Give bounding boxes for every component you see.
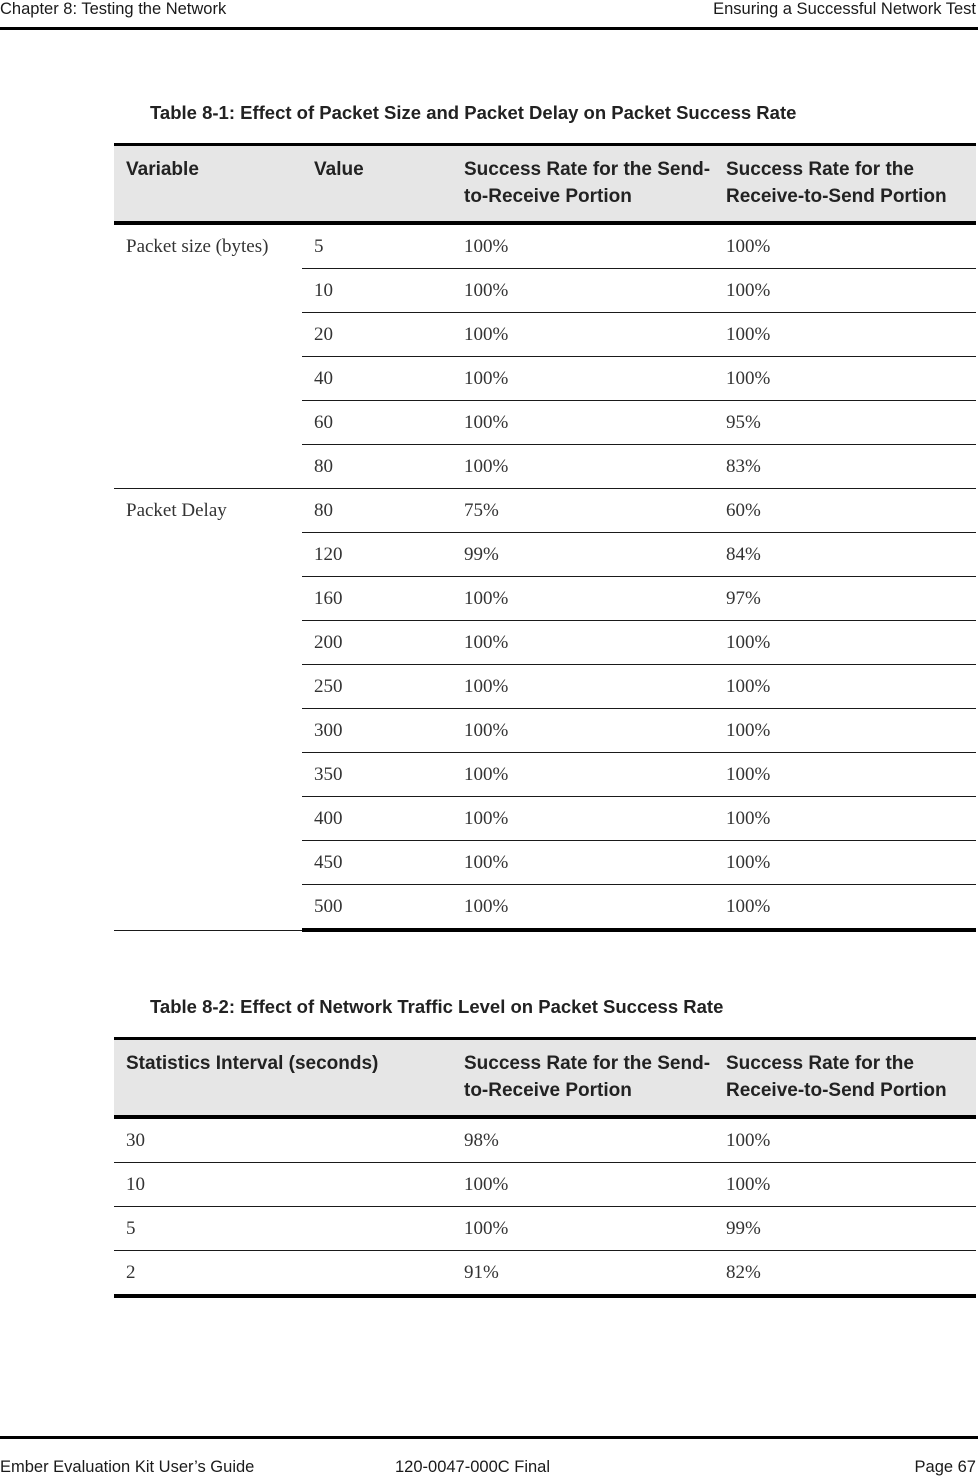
cell-receive-to-send: 100% <box>714 313 976 357</box>
cell-value: 350 <box>302 753 452 797</box>
cell-variable: Packet Delay <box>126 500 227 521</box>
cell-receive-to-send: 100% <box>714 841 976 885</box>
table-row <box>114 709 976 753</box>
cell-value: 10 <box>302 269 452 313</box>
cell-variable <box>114 885 302 931</box>
table-row <box>114 533 976 577</box>
cell-send-to-receive: 100% <box>452 621 714 665</box>
cell-receive-to-send: 95% <box>714 401 976 445</box>
cell-value: 450 <box>302 841 452 885</box>
table-packet-size-delay <box>114 143 976 932</box>
cell-value: 80 <box>302 489 452 533</box>
cell-variable <box>114 709 302 753</box>
cell-variable <box>114 665 302 709</box>
table-row <box>114 1163 976 1207</box>
table-row <box>114 621 976 665</box>
page-header <box>0 0 978 30</box>
cell-receive-to-send: 97% <box>714 577 976 621</box>
cell-variable <box>114 357 302 401</box>
cell-receive-to-send: 100% <box>714 885 976 931</box>
cell-send-to-receive: 100% <box>452 269 714 313</box>
cell-statistics-interval: 2 <box>114 1251 452 1297</box>
col-header-send-to-receive: Success Rate for the Send-to-Receive Portion <box>452 1039 714 1118</box>
cell-value: 40 <box>302 357 452 401</box>
cell-send-to-receive: 100% <box>452 841 714 885</box>
cell-variable <box>114 841 302 885</box>
cell-value: 300 <box>302 709 452 753</box>
cell-send-to-receive: 100% <box>452 1163 714 1207</box>
table1-header-row <box>114 145 976 224</box>
cell-value: 400 <box>302 797 452 841</box>
table2-header-row <box>114 1039 976 1118</box>
cell-statistics-interval: 5 <box>114 1207 452 1251</box>
cell-variable <box>114 269 302 313</box>
cell-receive-to-send: 100% <box>714 1117 976 1163</box>
table-row <box>114 357 976 401</box>
cell-send-to-receive: 75% <box>452 489 714 533</box>
cell-statistics-interval: 30 <box>114 1117 452 1163</box>
cell-value: 250 <box>302 665 452 709</box>
table-row <box>114 665 976 709</box>
cell-value: 60 <box>302 401 452 445</box>
document-number: 120-0047-000C Final <box>395 1458 551 1476</box>
cell-send-to-receive: 98% <box>452 1117 714 1163</box>
cell-send-to-receive: 100% <box>452 357 714 401</box>
table-network-traffic <box>114 1037 976 1298</box>
table2-caption: Table 8-2: Effect of Network Traffic Level on Packet Success Rate <box>150 996 724 1017</box>
table-row <box>114 885 976 931</box>
cell-receive-to-send: 100% <box>714 269 976 313</box>
cell-value: 120 <box>302 533 452 577</box>
cell-receive-to-send: 100% <box>714 1163 976 1207</box>
cell-receive-to-send: 82% <box>714 1251 976 1297</box>
cell-variable <box>114 753 302 797</box>
cell-receive-to-send: 100% <box>714 357 976 401</box>
table-row <box>114 489 976 533</box>
cell-send-to-receive: 100% <box>452 665 714 709</box>
cell-receive-to-send: 60% <box>714 489 976 533</box>
col-header-value: Value <box>302 145 452 224</box>
cell-variable <box>114 533 302 577</box>
cell-receive-to-send: 100% <box>714 709 976 753</box>
page-number: Page 67 <box>914 1458 976 1476</box>
cell-send-to-receive: 100% <box>452 709 714 753</box>
col-header-receive-to-send: Success Rate for the Receive-to-Send Portion <box>714 1039 976 1118</box>
cell-receive-to-send: 100% <box>714 665 976 709</box>
cell-statistics-interval: 10 <box>114 1163 452 1207</box>
cell-receive-to-send: 100% <box>714 223 976 269</box>
table-row <box>114 841 976 885</box>
col-header-send-to-receive: Success Rate for the Send-to-Receive Portion <box>452 145 714 224</box>
section-title: Ensuring a Successful Network Test <box>713 0 976 18</box>
cell-send-to-receive: 91% <box>452 1251 714 1297</box>
cell-send-to-receive: 100% <box>452 445 714 489</box>
cell-receive-to-send: 99% <box>714 1207 976 1251</box>
cell-variable <box>114 797 302 841</box>
chapter-title: Chapter 8: Testing the Network <box>0 0 227 18</box>
table1-caption: Table 8-1: Effect of Packet Size and Packet Delay on Packet Success Rate <box>150 102 797 123</box>
cell-value: 160 <box>302 577 452 621</box>
page-footer <box>0 1436 978 1483</box>
document-title: Ember Evaluation Kit User’s Guide <box>0 1458 255 1476</box>
cell-variable: Packet size (bytes) <box>126 236 269 257</box>
cell-send-to-receive: 100% <box>452 401 714 445</box>
table-row <box>114 1251 976 1297</box>
cell-send-to-receive: 100% <box>452 885 714 931</box>
cell-value: 500 <box>302 885 452 931</box>
col-header-statistics-interval: Statistics Interval (seconds) <box>114 1039 452 1118</box>
table-row <box>114 223 976 269</box>
table-row <box>114 577 976 621</box>
cell-send-to-receive: 100% <box>452 577 714 621</box>
cell-send-to-receive: 100% <box>452 223 714 269</box>
cell-send-to-receive: 100% <box>452 1207 714 1251</box>
cell-value: 5 <box>302 223 452 269</box>
table-row <box>114 401 976 445</box>
cell-receive-to-send: 83% <box>714 445 976 489</box>
cell-variable <box>114 445 302 489</box>
col-header-variable: Variable <box>114 145 302 224</box>
cell-send-to-receive: 99% <box>452 533 714 577</box>
table-row <box>114 313 976 357</box>
cell-receive-to-send: 100% <box>714 753 976 797</box>
table-row <box>114 1117 976 1163</box>
cell-send-to-receive: 100% <box>452 753 714 797</box>
table-row <box>114 269 976 313</box>
table-row <box>114 753 976 797</box>
col-header-receive-to-send: Success Rate for the Receive-to-Send Portion <box>714 145 976 224</box>
cell-value: 20 <box>302 313 452 357</box>
cell-receive-to-send: 84% <box>714 533 976 577</box>
cell-variable <box>114 577 302 621</box>
cell-receive-to-send: 100% <box>714 797 976 841</box>
cell-send-to-receive: 100% <box>452 313 714 357</box>
table-row <box>114 445 976 489</box>
cell-value: 200 <box>302 621 452 665</box>
cell-variable <box>114 313 302 357</box>
cell-variable <box>114 401 302 445</box>
cell-receive-to-send: 100% <box>714 621 976 665</box>
cell-variable <box>114 621 302 665</box>
cell-value: 80 <box>302 445 452 489</box>
table-row <box>114 1207 976 1251</box>
table-row <box>114 797 976 841</box>
cell-send-to-receive: 100% <box>452 797 714 841</box>
